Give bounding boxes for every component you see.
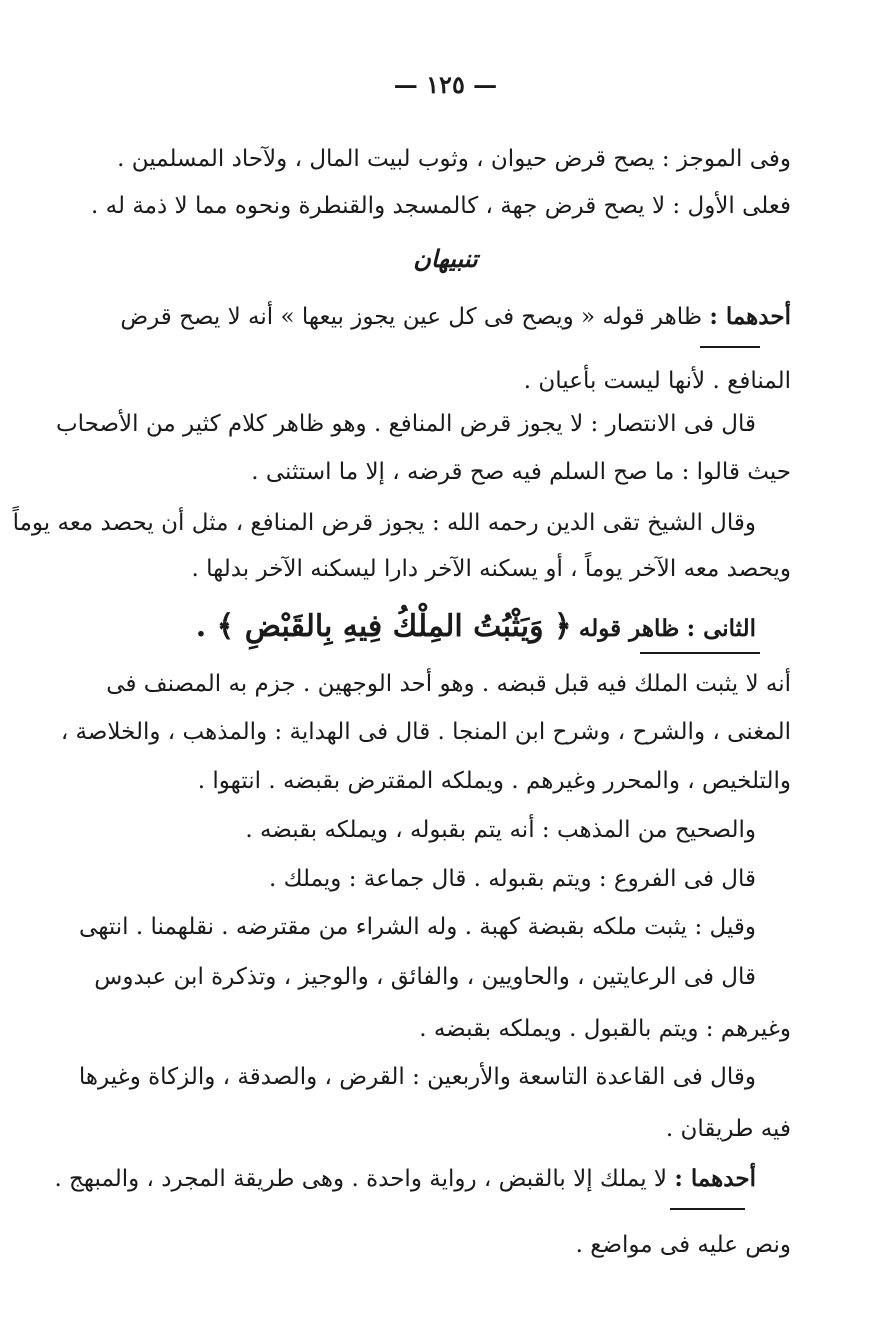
underline-rule xyxy=(700,346,760,348)
underline-rule xyxy=(670,1208,745,1210)
text-line: والصحيح من المذهب : أنه يتم بقبوله ، ويملكه بقبضه . xyxy=(245,817,756,843)
text-line: وقيل : يثبت ملكه بقبضة كهبة . وله الشراء من مقترضه . نقلهمنا . انتهى xyxy=(79,914,756,940)
text-line: وغيرهم : ويتم بالقبول . ويملكه بقبضه . xyxy=(419,1016,791,1042)
text-line xyxy=(196,608,756,648)
text-line: والتلخيص ، والمحرر وغيرهم . ويملكه المقترض بقبضه . انتهوا . xyxy=(197,768,791,794)
text-line: المنافع . لأنها ليست بأعيان . xyxy=(523,368,791,394)
section-heading: تنبيهان xyxy=(413,244,478,273)
lead-word: أحدهما : xyxy=(709,303,791,330)
lead-word: الثانى : xyxy=(686,615,756,642)
quran-quote: ﴿ وَيَثْبُتُ المِلْكُ فِيهِ بِالقَبْضِ ﴾ . xyxy=(195,609,572,644)
text-line: حيث قالوا : ما صح السلم فيه صح قرضه ، إلا ما استثنى . xyxy=(251,459,791,485)
lead-word: أحدهما : xyxy=(674,1165,756,1192)
text-line: وقال فى القاعدة التاسعة والأربعين : القرض ، والصدقة ، والزكاة وغيرها xyxy=(78,1064,756,1090)
text-line: أنه لا يثبت الملك فيه قبل قبضه . وهو أحد الوجهين . جزم به المصنف فى xyxy=(106,671,791,697)
page-number: — ١٢٥ — xyxy=(393,70,498,99)
underline-rule xyxy=(640,652,760,654)
text-line: قال فى الفروع : ويتم بقبوله . قال جماعة : ويملك . xyxy=(268,866,756,892)
text-line: فيه طريقان . xyxy=(665,1116,791,1142)
line-text: لا يملك إلا بالقبض ، رواية واحدة . وهى طريقة المجرد ، والمبهج . xyxy=(54,1166,668,1192)
text-line xyxy=(54,1160,756,1198)
text-line: ويحصد معه الآخر يوماً ، أو يسكنه الآخر دارا ليسكنه الآخر بدلها . xyxy=(191,556,791,582)
text-line: المغنى ، والشرح ، وشرح ابن المنجا . قال فى الهداية : والمذهب ، والخلاصة ، xyxy=(60,719,791,745)
text-line: وقال الشيخ تقى الدين رحمه الله : يجوز قرض المنافع ، مثل أن يحصد معه يوماً xyxy=(12,510,756,536)
text-line: قال فى الرعايتين ، والحاويين ، والفائق ، والوجيز ، وتذكرة ابن عبدوس xyxy=(94,964,756,990)
text-line: فعلى الأول : لا يصح قرض جهة ، كالمسجد والقنطرة ونحوه مما لا ذمة له . xyxy=(91,193,791,219)
text-line: وفى الموجز : يصح قرض حيوان ، وثوب لبيت المال ، ولآحاد المسلمين . xyxy=(117,146,791,172)
line-text: ظاهر قوله xyxy=(578,615,680,642)
text-line: قال فى الانتصار : لا يجوز قرض المنافع . وهو ظاهر كلام كثير من الأصحاب xyxy=(56,411,756,437)
text-line: ونص عليه فى مواضع . xyxy=(575,1232,791,1258)
line-text: ظاهر قوله « ويصح فى كل عين يجوز بيعها » أنه لا يصح قرض xyxy=(120,304,703,330)
text-line xyxy=(120,298,791,336)
